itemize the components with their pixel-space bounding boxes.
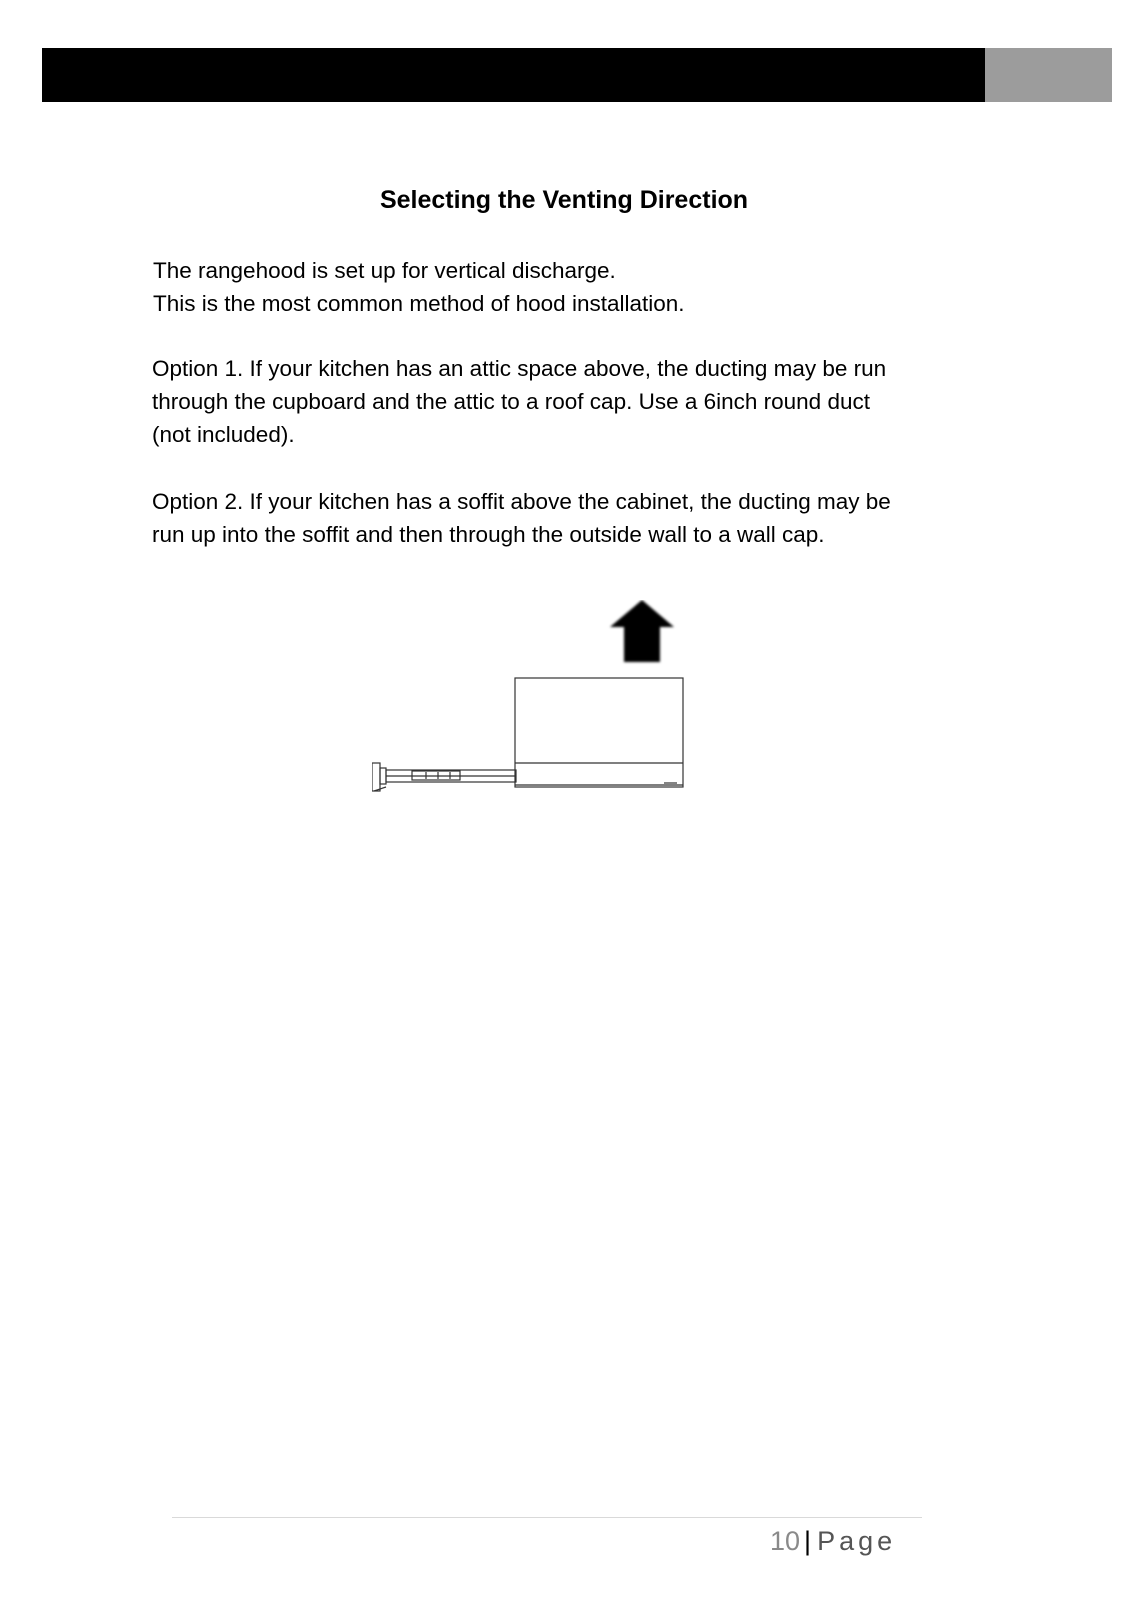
option-1-line: through the cupboard and the attic to a roof cap. Use a 6inch round duct (152, 389, 870, 414)
arrow-up-icon (610, 600, 674, 662)
page-footer (770, 1524, 896, 1558)
intro-line: This is the most common method of hood installation. (153, 291, 685, 316)
telescopic-rail (372, 763, 516, 791)
rangehood-vertical-venting-diagram (372, 600, 692, 800)
option-1-line: (not included). (152, 422, 295, 447)
option-2-paragraph (152, 485, 1012, 551)
option-2-line: Option 2. If your kitchen has a soffit above the cabinet, the ducting may be (152, 489, 891, 514)
intro-line: The rangehood is set up for vertical discharge. (153, 258, 616, 283)
rangehood-body (515, 678, 683, 787)
option-1-line: Option 1. If your kitchen has an attic space above, the ducting may be run (152, 356, 887, 381)
intro-paragraph (153, 254, 1013, 320)
header-tab (985, 48, 1112, 102)
option-2-line: run up into the soffit and then through the outside wall to a wall cap. (152, 522, 825, 547)
option-1-paragraph (152, 352, 1012, 451)
page-label: Page (817, 1526, 897, 1556)
footer-separator: | (804, 1526, 812, 1556)
page-title: Selecting the Venting Direction (379, 186, 749, 214)
footer-rule (172, 1517, 922, 1518)
header-bar (42, 48, 985, 102)
page-number: 10 (770, 1526, 801, 1556)
